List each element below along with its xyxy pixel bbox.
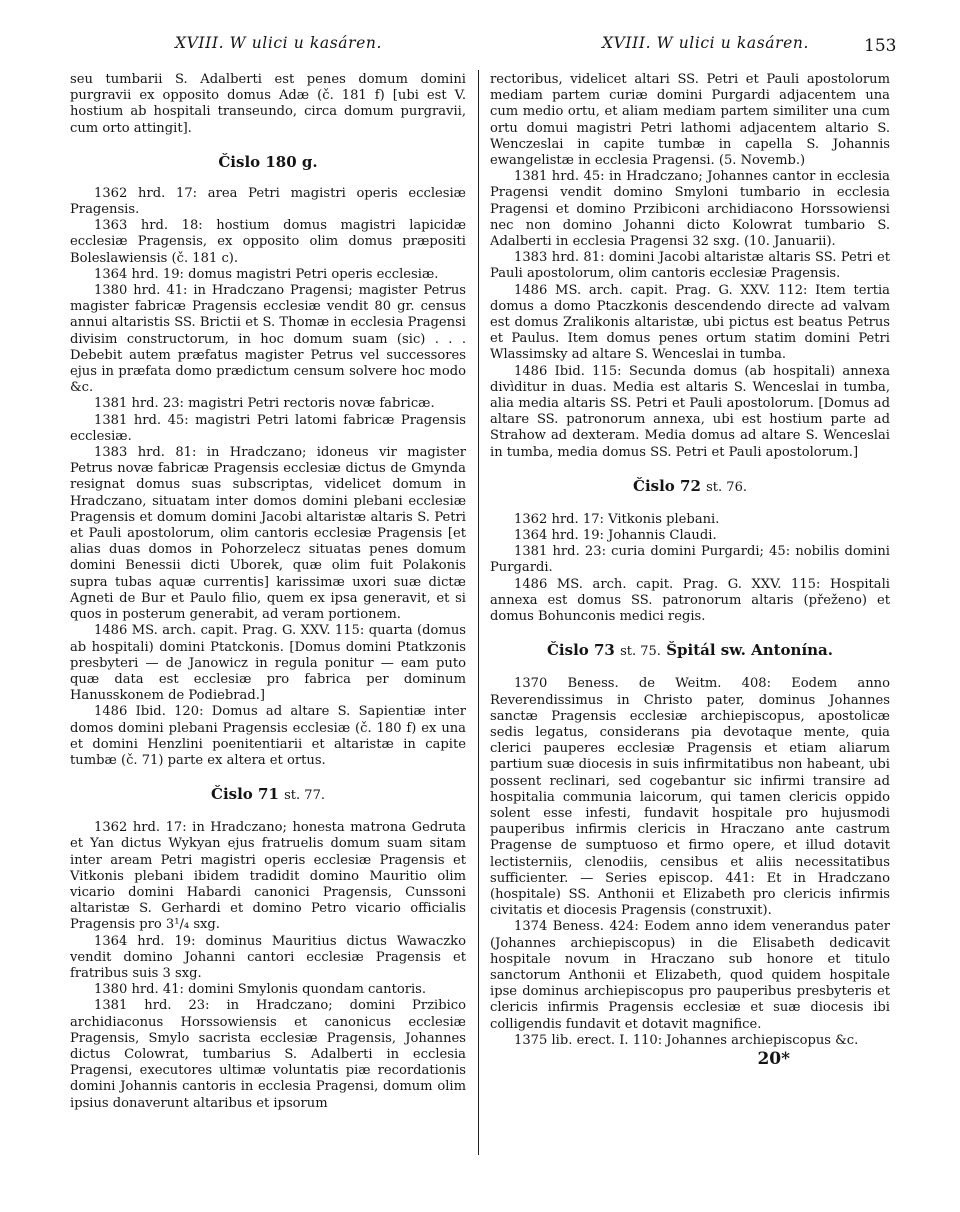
paragraph: 1364 hrd. 19: Johannis Claudi. [514, 528, 717, 544]
column-divider [478, 70, 479, 1155]
section-old-number: st. 77. [284, 788, 325, 804]
section-heading [490, 476, 890, 498]
section-heading [70, 152, 466, 172]
section-number: Čislo 73 [546, 641, 615, 660]
paragraph: 1486 MS. arch. capit. Prag. G. XXV. 115: quarta (domus ab hospitali) domini Ptatckonis. [Domus domini Ptatkzonis presbyteri — de Janowicz in regula ponitur — eam puto quæ data est ecclesiæ pro fabrica per dominum Hanusskonem de Podiebrad.] [70, 623, 466, 704]
paragraph: 1381 hrd. 45: magistri Petri latomi fabricæ Pragensis ecclesiæ. [70, 412, 466, 444]
paragraph: 1381 hrd. 23: curia domini Purgardi; 45: nobilis domini Purgardi. [490, 544, 890, 576]
paragraph: 1362 hrd. 17: Vitkonis plebani. [514, 511, 720, 527]
paragraph: rectoribus, videlicet altari SS. Petri et Pauli apostolorum mediam partem curiæ domini Purgardi adjacentem una cum medio ortu, et aliam mediam partem similiter una cum ortu domui magistri Petri lathomi adjacentem altario S. Wenczeslai in capite tumbæ in capella S. Johannis ewangelistæ in ecclesia Pragensi. (5. Novemb.) [490, 72, 890, 169]
right-column [490, 72, 890, 1067]
paragraph: 1364 hrd. 19: dominus Mauritius dictus Wawaczko vendit domino Johanni cantori ecclesiæ Pragensis et fratribus suis 3 sxg. [70, 933, 466, 981]
paragraph: 1380 hrd. 41: in Hradczano Pragensi; magister Petrus magister fabricæ Pragensis ecclesiæ vendit 80 gr. census annui altaristis SS. Brictii et S. Thomæ in ecclesia Pragensi divisim constructorum, in hoc domum suam (sic) . . . Debebit autem præfatus magister Petrus vel successores ejus in præfata domo prædictum censum solvere hoc modo &c. [70, 283, 466, 396]
page-number: 153 [864, 36, 897, 56]
left-column [70, 72, 466, 1112]
paragraph: 1362 hrd. 17: area Petri magistri operis ecclesiæ Pragensis. [70, 185, 466, 218]
paragraph: 1374 Beness. 424: Eodem anno idem venerandus pater (Johannes archiepiscopus) in die Elisabeth dedicavit hospitale novum in Hraczano sub honore et titulo sanctorum Anthonii et Elizabeth, quod quidem hospitale ipse dominus archiepiscopus pro pauperibus presbyteris et clericis infirmis Pragensis ecclesiæ et suæ diocesis ibi colligendis fundavit et dotavit magnifice. [490, 919, 890, 1032]
running-head-left: XVIII. W ulici u kasáren. [175, 34, 383, 52]
section-old-number: st. 75. [620, 644, 661, 660]
paragraph: seu tumbarii S. Adalberti est penes domum domini purgravii ex opposito domus Adæ (č. 181 f) [ubi est V. hostium ab hospitali transeundo, circa domum purgravii, cum orto attingit]. [70, 72, 466, 136]
paragraph: 1364 hrd. 19: domus magistri Petri operis ecclesiæ. [94, 266, 439, 282]
section-number: Čislo 180 g. [218, 152, 318, 171]
section-old-number: st. 76. [706, 479, 747, 495]
paragraph: 1362 hrd. 17: in Hradczano; honesta matrona Gedruta et Yan dictus Wykyan ejus fratruelis domum suam sitam inter aream Petri magistri operis ecclesiæ Pragensis et Vitkonis plebani ibidem tradidit domino Mauritio olim vicario domini Habardi canonici Pragensis, Cunssoni altaristæ S. Gerhardi et domino Petro vicario officialis Pragensis pro 3¹/₄ sxg. [70, 820, 466, 933]
paragraph: 1370 Beness. de Weitm. 408: Eodem anno Reverendissimus in Christo pater, dominus Johannes sanctæ Pragensis ecclesiæ archiepiscopus, apostolicæ sedis legatus, considerans pia devotaque mente, quia clerici pauperes ecclesiæ Pragensis et etiam aliarum partium suæ diocesis in suis infirmitatibus non habeant, ubi possent reclinari, sed cogebantur sic infirmi transire ad hospitalia communia laicorum, qui tamen clericis oppido solent esse infesti, fundavit hospitale pro hujusmodi pauperibus infirmis clericis in Hraczano ante castrum Pragense de sumptuoso et firmo opere, et illud dotavit lectisterniis, clenodiis, censibus et aliis necessitatibus sufficienter. — Series episcop. 441: Et in Hradczano (hospitale) SS. Anthonii et Elizabeth pro clericis infirmis civitatis et diocesis Pragensis (construxit). [490, 676, 890, 919]
paragraph: 1486 Ibid. 120: Domus ad altare S. Sapientiæ inter domos domini plebani Pragensis ecclesiæ (č. 180 f) ex una et domini Henzlini poenitentiarii et altaristæ in capite tumbæ (č. 71) parte ex altera et ortus. [70, 704, 466, 768]
paragraph: 1381 hrd. 23: magistri Petri rectoris novæ fabricæ. [94, 396, 435, 412]
paragraph: 1383 hrd. 81: domini Jacobi altaristæ altaris SS. Petri et Pauli apostolorum, olim cantoris ecclesiæ Pragensis. [490, 250, 890, 282]
paragraph: 1486 MS. arch. capit. Prag. G. XXV. 115: Hospitali annexa est domus SS. patronorum altaris (přeženo) et domus Bohunconis medici regis. [490, 576, 890, 625]
paragraph: 1381 hrd. 45: in Hradczano; Johannes cantor in ecclesia Pragensi vendit domino Smyloni tumbario in ecclesia Pragensi et domino Przibiconi archidiacono Horssowiensi nec non domino Johanni dicto Kolowrat tumbario S. Adalberti in ecclesia Pragensi 32 sxg. (10. Januarii). [490, 169, 890, 250]
paragraph: 1486 MS. arch. capit. Prag. G. XXV. 112: Item tertia domus a domo Ptaczkonis descendendo directe ad valvam est domus Zralikonis altaristæ, ubi pictus est beatus Petrus et Paulus. Item domus penes ortum statim domini Petri Wlassimsky ad altare S. Wenceslai in tumba. [490, 282, 890, 363]
paragraph: 1381 hrd. 23: in Hradczano; domini Przibico archidiaconus Horssowiensis et canonicus ecclesiæ Pragensis, Smylo sacrista ecclesiæ Pragensis, Johannes dictus Colowrat, tumbarius S. Adalberti in ecclesia Pragensi, executores ultimæ voluntatis piæ recordationis domini Johannis cantoris in ecclesia Pragensi, domum olim ipsius donaverunt altaribus et ipsorum [70, 998, 466, 1111]
running-head-right: XVIII. W ulici u kasáren. [602, 34, 810, 52]
paragraph: 1383 hrd. 81: in Hradczano; idoneus vir magister Petrus novæ fabricæ Pragensis ecclesiæ dictus de Gmynda resignat domus suas subscriptas, videlicet domum in Hradczano, situatam inter domos domini plebani ecclesiæ Pragensis et domum domini Jacobi altaristæ altaris S. Petri et Pauli apostolorum, olim cantoris ecclesiæ Pragensis [et alias duas domos in Pohorzelecz situatas penes domum domini Benessii dicti Uborek, quæ olim fuit Polakonis supra tubas aquæ currentis] karissimæ uxori suæ dictæ Agneti de Bur et Paulo filio, quem ex ipsa generavit, et si quos in posterum generabit, ad veram portionem. [70, 445, 466, 623]
section-number: Čislo 72 [633, 476, 701, 495]
paragraph: 1363 hrd. 18: hostium domus magistri lapicidæ ecclesiæ Pragensis, ex opposito olim domus præpositi Boleslawiensis (č. 181 c). [70, 218, 466, 266]
signature-mark: 20* [757, 1048, 790, 1069]
section-heading [70, 784, 466, 806]
paragraph: 1486 Ibid. 115: Secunda domus (ab hospitali) annexa divìditur in duas. Media est altaris S. Wenceslai in tumba, alia media altaris SS. Petri et Pauli apostolorum. [Domus ad altare SS. patronorum annexa, ubi est hostium parte ad Strahow ad dexteram. Media domus ad altare S. Wenceslai in tumba, media domus SS. Petri et Pauli apostolorum.] [490, 363, 890, 460]
section-heading [490, 640, 890, 662]
section-location: Špitál sw. Antonína. [666, 641, 833, 660]
paragraph: 1380 hrd. 41: domini Smylonis quondam cantoris. [94, 982, 427, 998]
paragraph: 1375 lib. erect. I. 110: Johannes archiepiscopus &c. [514, 1032, 859, 1048]
section-number: Čislo 71 [211, 785, 279, 804]
